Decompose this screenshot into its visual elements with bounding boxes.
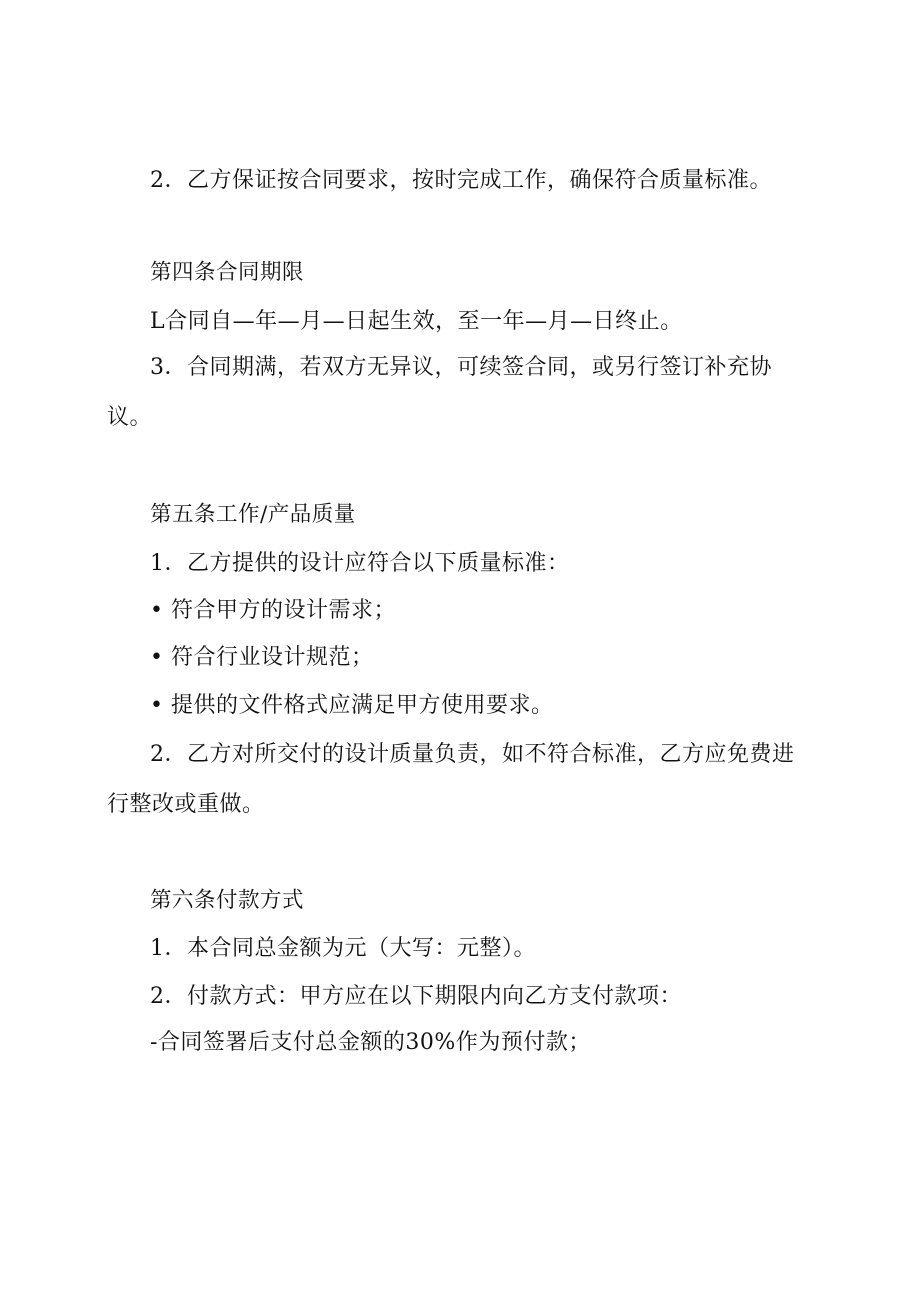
clause-3-item-2: 2．乙方保证按合同要求，按时完成工作，确保符合质量标准。 <box>150 168 772 193</box>
article-5-heading: 第五条工作/产品质量 <box>150 502 356 527</box>
clause-6-item-1: 1．本合同总金额为元（大写：元整）。 <box>150 936 536 961</box>
article-6-heading: 第六条付款方式 <box>150 888 305 913</box>
clause-4-item-3-continued: 议。 <box>107 405 153 430</box>
clause-4-item-3: 3．合同期满，若双方无异议，可续签合同，或另行签订补充协 <box>150 355 772 380</box>
clause-5-item-1: 1．乙方提供的设计应符合以下质量标准： <box>150 551 570 576</box>
bullet-item: • 符合行业设计规范； <box>150 645 374 670</box>
clause-5-item-2-continued: 行整改或重做。 <box>107 792 265 817</box>
bullet-item: • 提供的文件格式应满足甲方使用要求。 <box>150 693 554 718</box>
clause-4-item-1: L合同自—年—月—日起生效，至一年—月—日终止。 <box>150 309 683 334</box>
bullet-item: • 符合甲方的设计需求； <box>150 598 396 623</box>
article-4-heading: 第四条合同期限 <box>150 260 305 285</box>
payment-schedule-item: -合同签署后支付总金额的30%作为预付款； <box>150 1030 591 1055</box>
clause-5-item-2: 2．乙方对所交付的设计质量负责，如不符合标准，乙方应免费进 <box>150 742 795 767</box>
clause-6-item-2: 2．付款方式：甲方应在以下期限内向乙方支付款项： <box>150 984 682 1009</box>
